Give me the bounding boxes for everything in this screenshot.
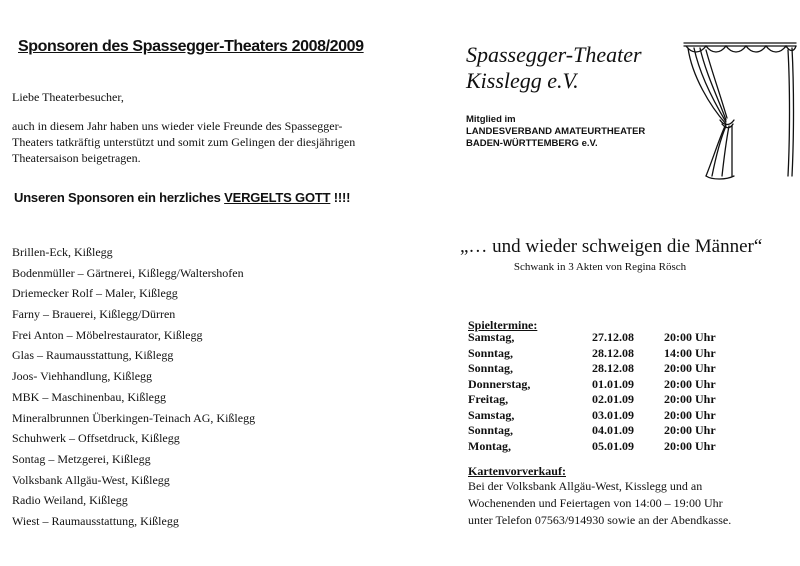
date-row [468,439,728,455]
dates-heading: Spieltermine: [468,318,538,332]
curtain-icon [680,36,800,184]
date-date: 27.12.08 [592,330,634,344]
sponsor-item: Bodenmüller – Gärtnerei, Kißlegg/Waltershofen [12,265,244,280]
date-date: 28.12.08 [592,345,634,360]
sponsor-heading: Sponsoren des Spassegger-Theaters 2008/2009 [18,38,364,55]
date-day: Donnerstag, [468,376,531,391]
membership-line: LANDESVERBAND AMATEURTHEATER [466,126,646,137]
thanks-line [14,190,350,205]
date-time: 20:00 Uhr [664,330,716,344]
sponsor-item: Frei Anton – Möbelrestaurator, Kißlegg [12,327,203,342]
date-time: 20:00 Uhr [664,423,716,437]
sponsor-item: Brillen-Eck, Kißlegg [12,245,113,259]
presale-line: Wochenenden und Feiertagen von 14:00 – 19:00 Uhr [468,496,723,510]
date-day: Sonntag, [468,345,514,360]
intro-line: auch in diesem Jahr haben uns wieder viele Freunde des Spassegger- [12,119,343,133]
date-date: 04.01.09 [592,423,634,437]
date-row [468,377,728,393]
sponsor-item: Joos- Viehhandlung, Kißlegg [12,369,153,384]
date-time: 20:00 Uhr [664,438,716,453]
sponsor-item: Volksbank Allgäu-West, Kißlegg [12,472,170,487]
intro-line: Theaters tatkräftig unterstützt und somit zum Gelingen der diesjährigen [12,135,356,149]
date-row [468,361,728,377]
date-date: 02.01.09 [592,392,634,406]
theater-name-line: Kisslegg e.V. [466,68,579,93]
date-row [468,423,728,439]
theater-name-line: Spassegger-Theater [466,42,642,67]
date-time: 20:00 Uhr [664,376,716,391]
thanks-prefix: Unseren Sponsoren ein herzliches [14,190,225,205]
date-row [468,330,728,346]
thanks-highlight: VERGELTS GOTT [224,190,331,205]
date-date: 01.01.09 [592,376,634,391]
date-day: Montag, [468,438,511,453]
date-day: Samstag, [468,407,515,422]
theater-name [466,42,642,94]
sponsor-item: Wiest – Raumausstattung, Kißlegg [12,513,179,528]
presale-line: unter Telefon 07563/914930 sowie an der Abendkasse. [468,513,732,527]
membership-line: Mitglied im [466,114,516,125]
date-row [468,408,728,424]
sponsor-item: Driemecker Rolf – Maler, Kißlegg [12,286,178,301]
presale-line: Bei der Volksbank Allgäu-West, Kisslegg und an [468,479,703,493]
play-subtitle: Schwank in 3 Akten von Regina Rösch [513,261,687,273]
greeting: Liebe Theaterbesucher, [12,90,124,104]
sponsor-item: Glas – Raumausstattung, Kißlegg [12,348,174,363]
date-day: Sonntag, [468,423,514,437]
date-date: 28.12.08 [592,361,634,375]
play-title: „… und wieder schweigen die Männer“ [460,236,763,257]
sponsor-list [12,242,255,532]
sponsor-item: Schuhwerk – Offsetdruck, Kißlegg [12,431,180,446]
sponsor-item: Farny – Brauerei, Kißlegg/Dürren [12,307,176,322]
performance-dates [468,330,728,454]
intro-paragraph [12,118,392,166]
sponsor-item: MBK – Maschinenbau, Kißlegg [12,389,166,404]
date-row [468,346,728,362]
program-page [400,0,800,566]
date-day: Freitag, [468,392,509,406]
sponsor-item: Mineralbrunnen Überkingen-Teinach AG, Kißlegg [12,410,256,425]
date-time: 14:00 Uhr [664,345,716,360]
intro-line: Theatersaison beigetragen. [12,151,141,165]
date-day: Samstag, [468,330,515,344]
date-time: 20:00 Uhr [664,361,716,375]
membership-note [466,114,645,150]
presale-heading: Kartenvorverkauf: [468,464,566,478]
membership-line: BADEN-WÜRTTEMBERG e.V. [466,138,598,149]
date-date: 03.01.09 [592,407,634,422]
sponsor-item: Sontag – Metzgerei, Kißlegg [12,451,151,466]
presale-info [468,478,788,529]
date-row [468,392,728,408]
date-time: 20:00 Uhr [664,407,716,422]
date-time: 20:00 Uhr [664,392,716,406]
date-date: 05.01.09 [592,438,634,453]
sponsor-item: Radio Weiland, Kißlegg [12,493,128,508]
thanks-suffix: !!!! [330,190,351,205]
date-day: Sonntag, [468,361,514,375]
